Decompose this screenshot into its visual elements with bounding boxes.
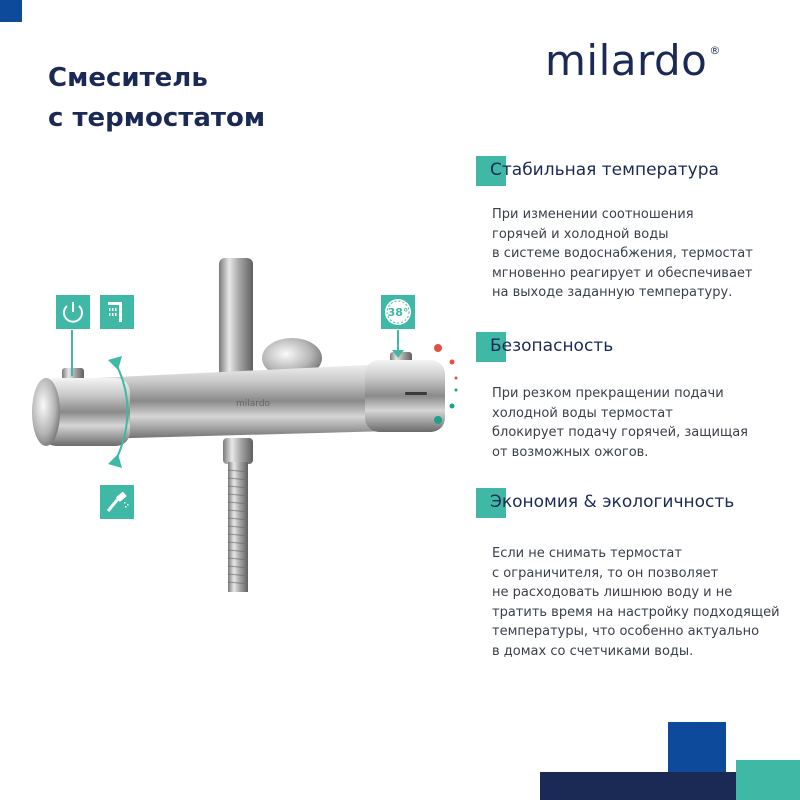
deco-block-navy bbox=[540, 772, 740, 800]
feature-body: При резком прекращении подачи холодной воды термостат блокирует подачу горячей, защищая от возможных ожогов. bbox=[492, 386, 748, 460]
shower-riser bbox=[219, 258, 253, 378]
power-icon-box bbox=[56, 295, 90, 329]
rotation-arrow-top bbox=[108, 356, 122, 370]
hand-shower-icon-box bbox=[100, 485, 134, 519]
title-line-2: с термостатом bbox=[48, 103, 266, 133]
thermometer-icon bbox=[381, 295, 415, 329]
hand-shower-icon bbox=[100, 485, 134, 519]
hot-dot-medium bbox=[450, 360, 455, 365]
deco-block-teal bbox=[736, 760, 800, 800]
title-line-1: Смеситель bbox=[48, 63, 208, 93]
power-icon bbox=[56, 295, 90, 329]
hot-dot-small bbox=[455, 377, 458, 380]
overhead-shower-icon-box bbox=[100, 295, 134, 329]
left-handle-cap bbox=[32, 378, 60, 446]
right-handle-body bbox=[365, 360, 445, 432]
outlet-nut bbox=[223, 438, 253, 464]
mixer-body-logo: milardo bbox=[236, 399, 271, 409]
right-handle-mark bbox=[405, 392, 427, 395]
temperature-readout: 38° bbox=[387, 306, 409, 319]
feature-body: Если не снимать термостат с ограничителя, то он позволяет не расходовать лишнюю воду и не тратить время на настройку подходящей температуры, что особенно актуально в домах со счетчиками воды. bbox=[492, 546, 780, 659]
feature-heading: Стабильная температура bbox=[490, 160, 719, 180]
feature-body: При изменении соотношения горячей и холодной воды в системе водоснабжения, термостат мгновенно реагирует и обеспечивает на выходе заданную температуру. bbox=[492, 207, 753, 300]
hot-dot-large bbox=[434, 344, 442, 352]
thermometer-icon-box bbox=[381, 295, 415, 329]
brand-name: milardo bbox=[545, 36, 708, 85]
feature-heading: Безопасность bbox=[490, 336, 614, 356]
feature-heading: Экономия & экологичность bbox=[490, 492, 735, 512]
registered-mark: ® bbox=[709, 44, 721, 57]
cold-dot-medium bbox=[450, 404, 455, 409]
rotation-arrow-bottom bbox=[108, 454, 122, 468]
cold-dot-large bbox=[434, 416, 442, 424]
overhead-shower-icon bbox=[100, 295, 134, 329]
cold-dot-small bbox=[455, 389, 458, 392]
